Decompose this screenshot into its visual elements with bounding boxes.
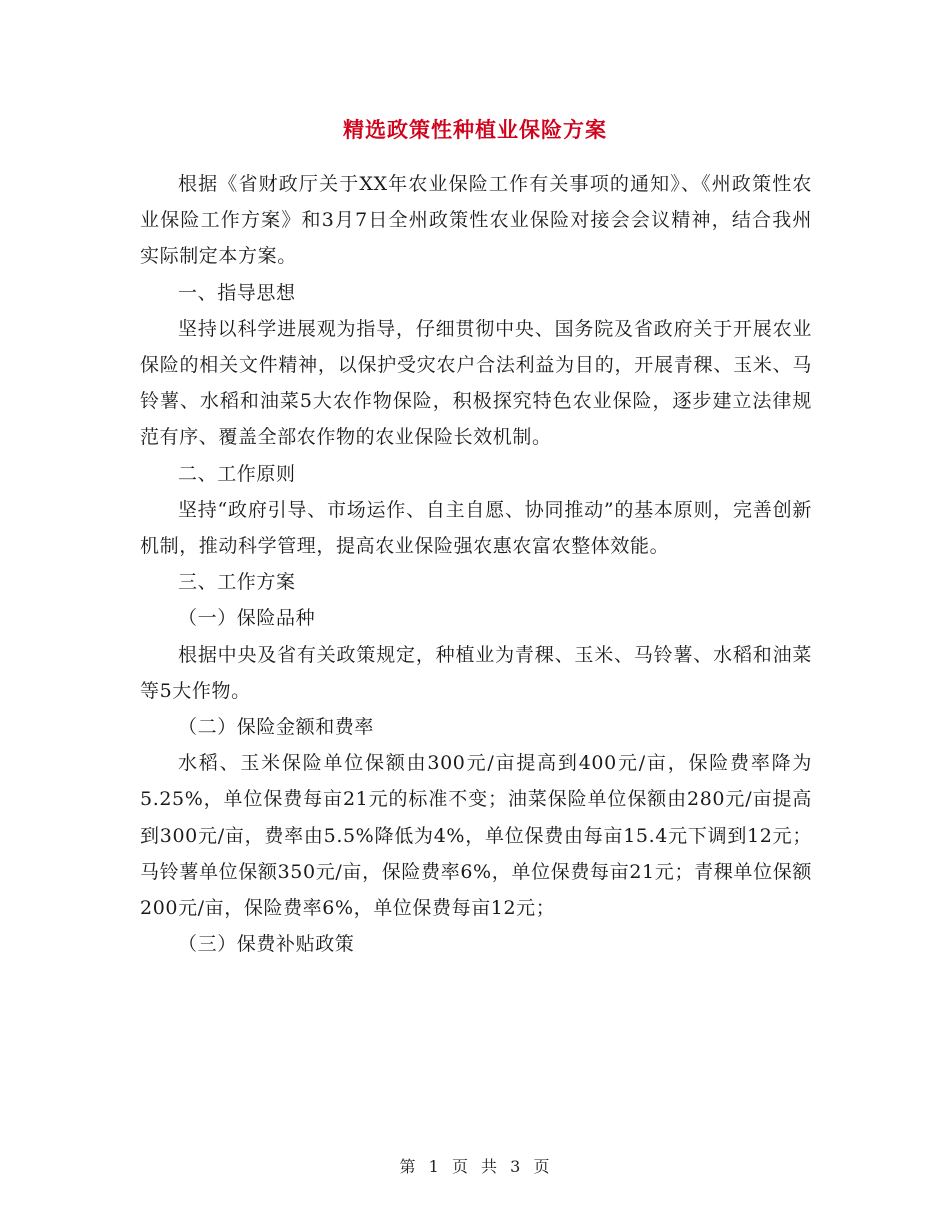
footer-page-number: 1 <box>428 1157 440 1176</box>
section-paragraph-work-principles: 坚持“政府引导、市场运作、自主自愿、协同推动”的基本原则，完善创新机制，推动科学管理，提高农业保险强农惠农富农整体效能。 <box>140 498 812 558</box>
footer-suffix: 页 <box>533 1157 551 1176</box>
footer-prefix: 第 <box>399 1157 417 1176</box>
section-paragraph-guiding-ideology: 坚持以科学进展观为指导，仔细贯彻中央、国务院及省政府关于开展农业保险的相关文件精神，以保护受灾农户合法利益为目的，开展青稞、玉米、马铃薯、水稻和油菜5大农作物保险，积极探究特色农业保险，逐步建立法律规范有序、覆盖全部农作物的农业保险长效机制。 <box>140 317 812 449</box>
subsection-paragraph-insurance-varieties: 根据中央及省有关政策规定，种植业为青稞、玉米、马铃薯、水稻和油菜等5大作物。 <box>140 643 812 702</box>
section-heading-work-plan: 三、工作方案 <box>178 571 296 594</box>
intro-paragraph: 根据《省财政厅关于XX年农业保险工作有关事项的通知》、《州政策性农业保险工作方案》和3月7日全州政策性农业保险对接会会议精神，结合我州实际制定本方案。 <box>140 173 812 268</box>
subsection-heading-subsidy-policy: （三）保费补贴政策 <box>178 933 355 956</box>
document-body <box>140 166 812 962</box>
footer-total-pages: 3 <box>510 1157 522 1176</box>
document-title: 精选政策性种植业保险方案 <box>343 118 607 142</box>
subsection-heading-insurance-varieties: （一）保险品种 <box>178 607 316 630</box>
page-footer <box>0 1154 950 1177</box>
subsection-paragraph-amount-and-rate: 水稻、玉米保险单位保额由300元/亩提高到400元/亩，保险费率降为5.25%，单位保费每亩21元的标准不变；油菜保险单位保额由280元/亩提高到300元/亩，费率由5.5%降低为4%，单位保费由每亩15.4元下调到12元；马铃薯单位保额350元/亩，保险费率6%，单位保费每亩21元；青稞单位保额200元/亩，保险费率6%，单位保费每亩12元； <box>140 752 812 920</box>
subsection-heading-amount-and-rate: （二）保险金额和费率 <box>178 716 375 739</box>
footer-total-prefix: 共 <box>481 1157 499 1176</box>
section-heading-work-principles: 二、工作原则 <box>178 462 296 485</box>
section-heading-guiding-ideology: 一、指导思想 <box>178 281 296 304</box>
footer-page-word: 页 <box>451 1157 469 1176</box>
